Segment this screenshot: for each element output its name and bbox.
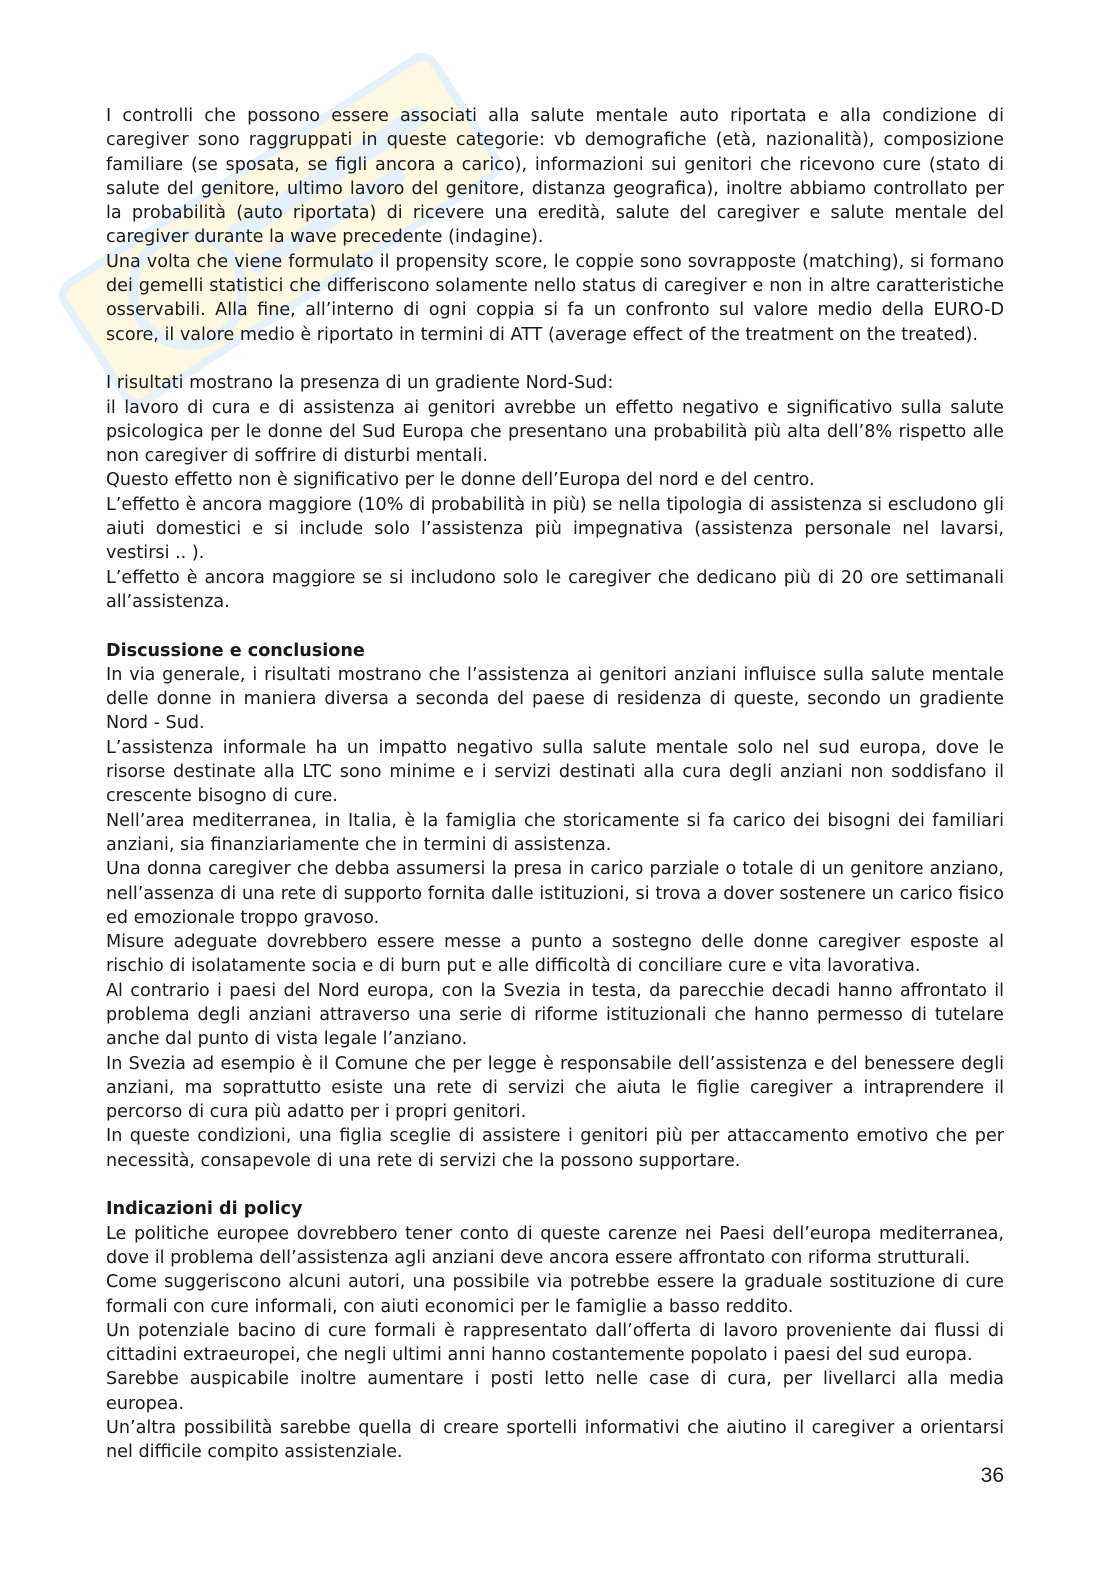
paragraph: I controlli che possono essere associati alla salute mentale auto riportata e alla condizione di caregiver sono raggruppati in queste categorie: vb demografiche (età, nazionalità), composizione familiare (se sposata, se figli ancora a carico), informazioni sui genitori che ricevono cure (stato di salute del genitore, ultimo lavoro del genitore, distanza geografica), inoltre abbiamo controllato per la probabilità (auto riportata) di ricevere una eredità, salute del caregiver e salute mentale del caregiver durante la wave precedente (indagine).	[106, 106, 1004, 248]
paragraph: L’assistenza informale ha un impatto negativo sulla salute mentale solo nel sud europa, dove le risorse destinate alla LTC sono minime e i servizi destinati alla cura degli anziani non soddisfano il crescente bisogno di cure.	[106, 737, 1004, 807]
section-heading: Discussione e conclusione	[106, 640, 365, 661]
section-heading: Indicazioni di policy	[106, 1199, 303, 1220]
paragraph: Una volta che viene formulato il propensity score, le coppie sono sovrapposte (matching), si formano dei gemelli statistici che differiscono solamente nello status di caregiver e non in altre caratteristiche osservabili. Alla fine, all’interno di ogni coppia si fa un confronto sul valore medio della EURO-D score, il valore medio è riportato in termini di ATT (average effect of the treatment on the treated).	[106, 251, 1004, 345]
section-methods	[106, 104, 1004, 347]
paragraph: I risultati mostrano la presenza di un gradiente Nord-Sud:	[106, 373, 614, 394]
paragraph: In Svezia ad esempio è il Comune che per legge è responsabile dell’assistenza e del benessere degli anziani, ma soprattutto esiste una rete di servizi che aiuta le figlie caregiver a intraprendere il percorso di cura più adatto per i propri genitori.	[106, 1053, 1004, 1123]
section-results	[106, 371, 1004, 614]
paragraph: Una donna caregiver che debba assumersi la presa in carico parziale o totale di un genitore anziano, nell’assenza di una rete di supporto fornita dalle istituzioni, si trova a dover sostenere un carico fisico ed emozionale troppo gravoso.	[106, 859, 1004, 928]
paragraph: Questo effetto non è significativo per le donne dell’Europa del nord e del centro.	[106, 470, 815, 491]
paragraph: Le politiche europee dovrebbero tener conto di queste carenze nei Paesi dell’europa mediterranea, dove il problema dell’assistenza agli anziani deve ancora essere affrontato con riforma strutturali.	[106, 1223, 1004, 1268]
document-page	[106, 104, 1004, 1465]
paragraph: Al contrario i paesi del Nord europa, con la Svezia in testa, da parecchie decadi hanno affrontato il problema degli anziani attraverso una serie di riforme istituzionali che hanno permesso di tutelare anche dal punto di vista legale l’anziano.	[106, 980, 1004, 1050]
paragraph: Misure adeguate dovrebbero essere messe a punto a sostegno delle donne caregiver esposte al rischio di isolatamente socia e di burn put e alle difficoltà di conciliare cure e vita lavorativa.	[106, 932, 1004, 977]
paragraph: il lavoro di cura e di assistenza ai genitori avrebbe un effetto negativo e significativo sulla salute psicologica per le donne del Sud Europa che presentano una probabilità più alta dell’8% rispetto alle non caregiver di soffrire di disturbi mentali.	[106, 397, 1004, 467]
paragraph: Un’altra possibilità sarebbe quella di creare sportelli informativi che aiutino il caregiver a orientarsi nel difficile compito assistenziale.	[106, 1418, 1004, 1463]
paragraph: L’effetto è ancora maggiore se si includono solo le caregiver che dedicano più di 20 ore settimanali all’assistenza.	[106, 567, 1004, 612]
page-number: 36	[980, 1464, 1004, 1487]
paragraph: In queste condizioni, una figlia sceglie di assistere i genitori più per attaccamento emotivo che per necessità, consapevole di una rete di servizi che la possono supportare.	[106, 1126, 1004, 1171]
paragraph: Nell’area mediterranea, in Italia, è la famiglia che storicamente si fa carico dei bisogni dei familiari anziani, sia finanziariamente che in termini di assistenza.	[106, 810, 1004, 855]
section-policy	[106, 1197, 1004, 1464]
paragraph: L’effetto è ancora maggiore (10% di probabilità in più) se nella tipologia di assistenza si escludono gli aiuti domestici e si include solo l’assistenza più impegnativa (assistenza personale nel lavarsi, vestirsi .. ).	[106, 494, 1004, 564]
paragraph: In via generale, i risultati mostrano che l’assistenza ai genitori anziani influisce sulla salute mentale delle donne in maniera diversa a seconda del paese di residenza di queste, secondo un gradiente Nord - Sud.	[106, 664, 1004, 734]
paragraph: Come suggeriscono alcuni autori, una possibile via potrebbe essere la graduale sostituzione di cure formali con cure informali, con aiuti economici per le famiglie a basso reddito.	[106, 1272, 1004, 1317]
paragraph: Un potenziale bacino di cure formali è rappresentato dall’offerta di lavoro proveniente dai flussi di cittadini extraeuropei, che negli ultimi anni hanno costantemente popolato i paesi del sud europa.	[106, 1320, 1004, 1366]
section-discussion	[106, 639, 1004, 1174]
paragraph: Sarebbe auspicabile inoltre aumentare i posti letto nelle case di cura, per livellarci alla media europea.	[106, 1369, 1004, 1414]
